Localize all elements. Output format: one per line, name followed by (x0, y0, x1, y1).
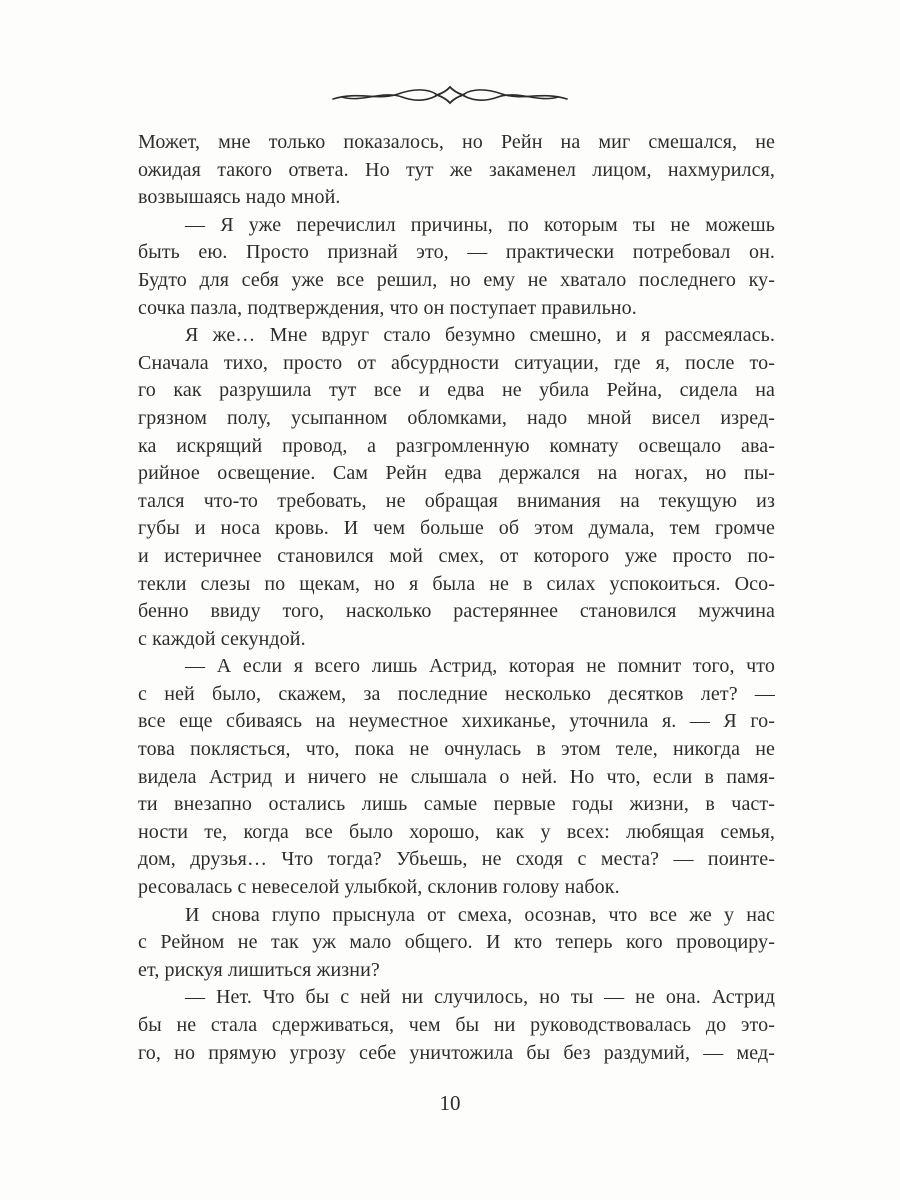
text-line: бенно ввиду того, насколько растеряннее становился мужчина (138, 600, 775, 623)
text-line: видела Астрид и ничего не слышала о ней. Но что, если в памя- (138, 765, 775, 788)
text-line: тался что-то требовать, не обращая внимания на текущую из (138, 489, 775, 512)
text-line: с ней было, скажем, за последние несколько десятков лет? — (138, 682, 775, 705)
text-line: и истеричнее становился мой смех, от которого уже просто по- (138, 544, 775, 567)
text-line: Может, мне только показалось, но Рейн на миг смешался, не (138, 131, 775, 153)
text-line: ти внезапно остались лишь самые первые годы жизни, в част- (138, 793, 775, 816)
text-line: бы не стала сдерживаться, чем бы ни руководствовалась до это- (138, 1014, 775, 1036)
text-line: И снова глупо прыснула от смеха, осознав, что все же у нас (185, 903, 775, 926)
text-line: грязном полу, усыпанном обломками, надо мной висел изред- (138, 406, 775, 429)
paragraph (138, 322, 775, 653)
text-line: Я же… Мне вдруг стало безумно смешно, и я рассмеялась. (185, 324, 775, 347)
paragraph (138, 984, 775, 1067)
text-line: все еще сбиваясь на неуместное хихиканье, уточнила я. — Я го- (138, 710, 775, 733)
text-line: дом, друзья… Что тогда? Убьешь, не сходя с места? — поинте- (138, 848, 775, 871)
text-line: ка искрящий провод, а разгромленную комнату освещало ава- (138, 434, 775, 457)
text-line: Будто для себя уже все решил, но ему не хватало последнего ку- (138, 268, 775, 291)
text-line: ности те, когда все было хорошо, как у всех: любящая семья, (138, 820, 775, 843)
text-line: — А если я всего лишь Астрид, которая не помнит того, что (185, 655, 775, 678)
text-line: рийное освещение. Сам Рейн едва держался на ногах, но пы- (138, 462, 775, 485)
text-line: ет, рискуя лишиться жизни? (138, 958, 380, 981)
paragraph (138, 129, 775, 212)
paragraph (138, 653, 775, 901)
paragraph (138, 212, 775, 322)
text-line: с каждой секундой. (138, 627, 306, 650)
text-line: ресовалась с невеселой улыбкой, склонив голову набок. (138, 876, 620, 899)
text-line: това поклясться, что, пока не очнулась в этом теле, никогда не (138, 738, 775, 761)
body-text (138, 129, 775, 1067)
text-line: сочка пазла, подтверждения, что он поступает правильно. (138, 296, 637, 319)
text-line: текли слезы по щекам, но я была не в силах успокоиться. Осо- (138, 572, 775, 595)
flourish-divider-icon (330, 84, 570, 106)
text-line: — Нет. Что бы с ней ни случилось, но ты — не она. Астрид (185, 986, 775, 1009)
text-line: го, но прямую угрозу себе уничтожила бы без раздумий, — мед- (138, 1041, 775, 1064)
text-line: с Рейном не так уж мало общего. И кто теперь кого провоциру- (138, 931, 775, 954)
text-line: го как разрушила тут все и едва не убила Рейна, сидела на (138, 379, 775, 402)
text-line: быть ею. Просто признай это, — практически потребовал он. (138, 241, 775, 264)
page-number: 10 (439, 1091, 461, 1115)
text-line: Сначала тихо, просто от абсурдности ситуации, где я, после то- (138, 351, 775, 374)
text-line: — Я уже перечислил причины, по которым ты не можешь (185, 213, 775, 236)
text-line: ожидая такого ответа. Но тут же закаменел лицом, нахмурился, (138, 158, 775, 181)
text-line: возвышаясь надо мной. (138, 186, 341, 209)
paragraph (138, 902, 775, 985)
text-line: губы и носа кровь. И чем больше об этом думала, тем громче (138, 517, 775, 540)
